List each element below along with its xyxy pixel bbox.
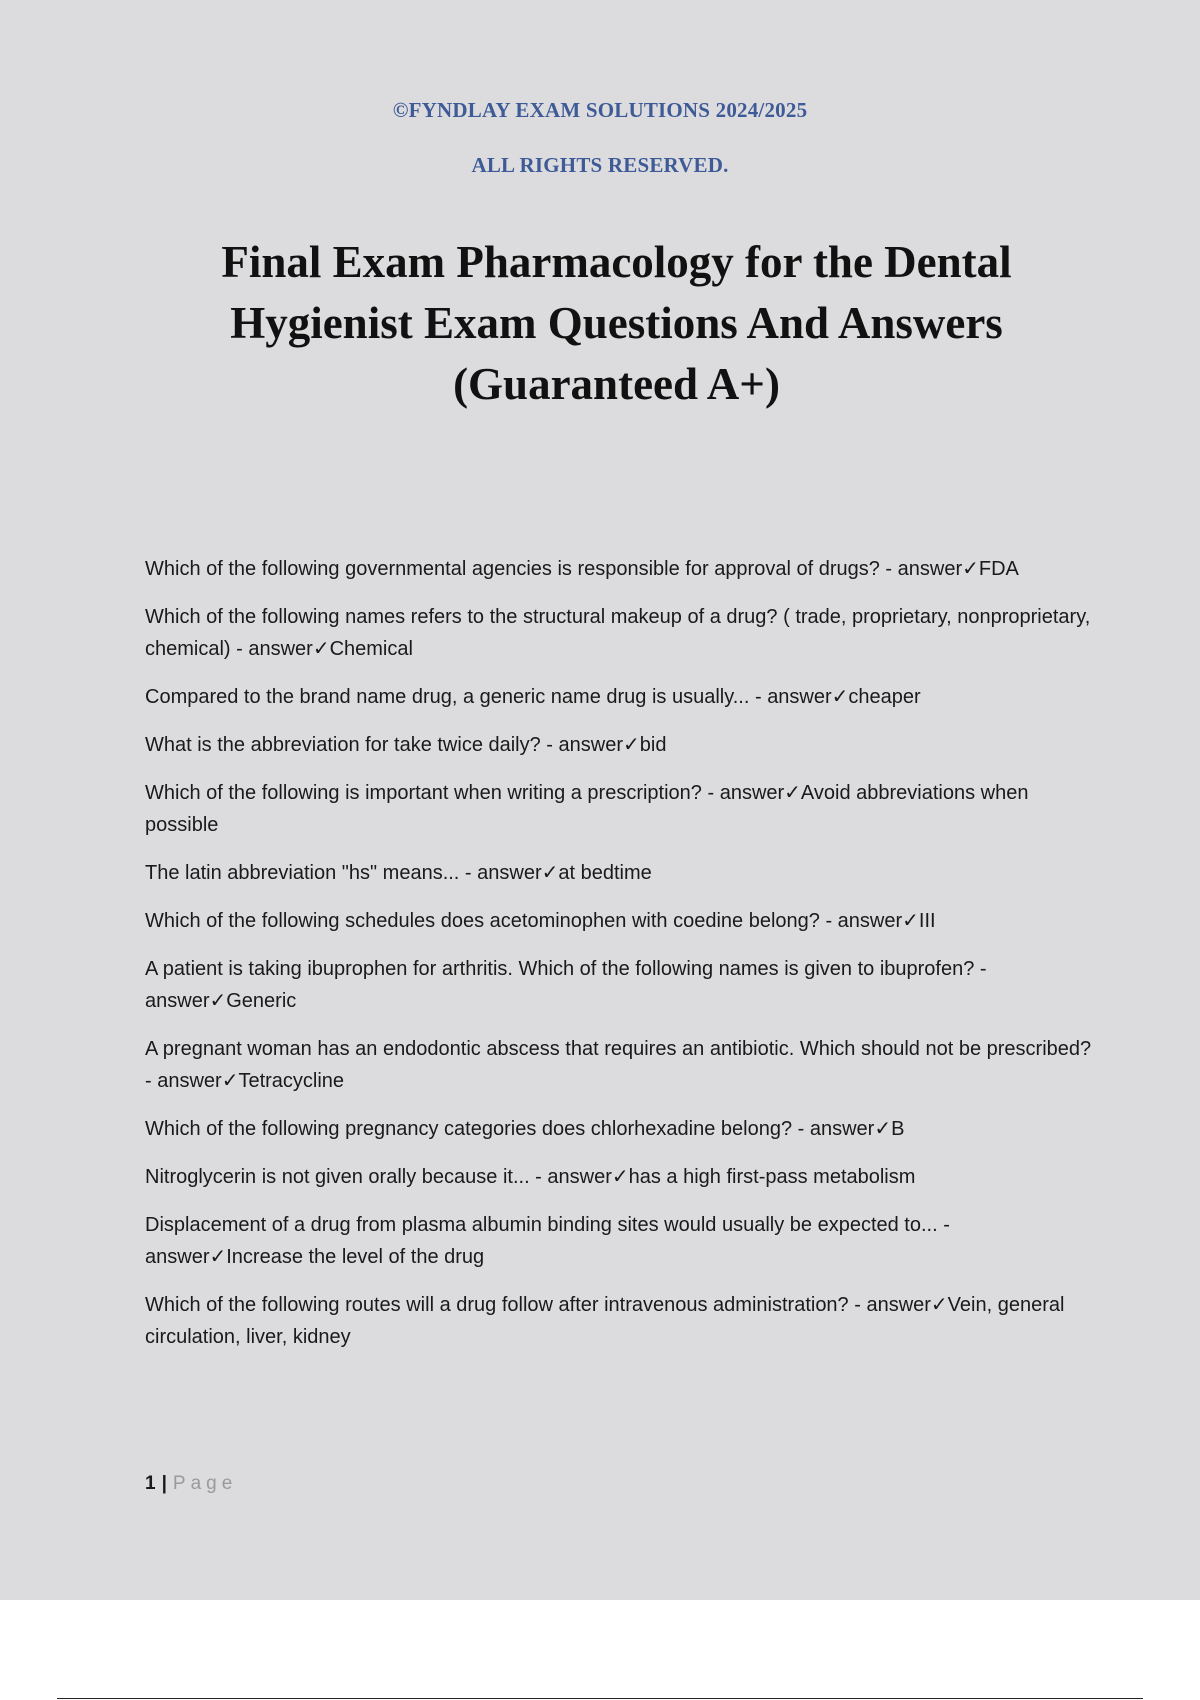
qa-item: Compared to the brand name drug, a generic name drug is usually... - answer✓cheaper (145, 686, 921, 708)
qa-item: A patient is taking ibuprophen for arthritis. Which of the following names is given to ibuprofen? - answer✓Generic (145, 958, 987, 1012)
page-number-separator: | (161, 1473, 167, 1494)
document-title: Final Exam Pharmacology for the Dental Hygienist Exam Questions And Answers (Guaranteed A+) (221, 237, 1012, 409)
qa-item: Which of the following is important when writing a prescription? - answer✓Avoid abbreviations when possible (145, 782, 1029, 836)
qa-list (145, 553, 1095, 1369)
copyright-notice: ©FYNDLAY EXAM SOLUTIONS 2024/2025 (392, 98, 808, 122)
qa-item: The latin abbreviation "hs" means... - answer✓at bedtime (145, 862, 652, 884)
qa-item: Displacement of a drug from plasma albumin binding sites would usually be expected to... - answer✓Increase the level of the drug (145, 1214, 950, 1268)
qa-item: Nitroglycerin is not given orally because it... - answer✓has a high first-pass metabolism (145, 1166, 916, 1188)
qa-item: Which of the following routes will a drug follow after intravenous administration? - answer✓Vein, general circulation, liver, kidney (145, 1294, 1065, 1348)
page-number-value: 1 (145, 1473, 156, 1494)
footer-rule (57, 1698, 1143, 1699)
qa-item: Which of the following names refers to the structural makeup of a drug? ( trade, proprietary, nonproprietary, chemical) - answer✓Chemical (145, 606, 1091, 660)
qa-item: Which of the following schedules does acetominophen with coedine belong? - answer✓III (145, 910, 936, 932)
qa-item: What is the abbreviation for take twice daily? - answer✓bid (145, 734, 667, 756)
qa-item: Which of the following governmental agencies is responsible for approval of drugs? - answer✓FDA (145, 558, 1019, 580)
page-label: Page (172, 1473, 238, 1494)
qa-item: A pregnant woman has an endodontic abscess that requires an antibiotic. Which should not be prescribed? - answer✓Tetracycline (145, 1038, 1092, 1092)
qa-item: Which of the following pregnancy categories does chlorhexadine belong? - answer✓B (145, 1118, 905, 1140)
page-number (145, 1473, 237, 1495)
rights-notice: ALL RIGHTS RESERVED. (471, 153, 729, 177)
